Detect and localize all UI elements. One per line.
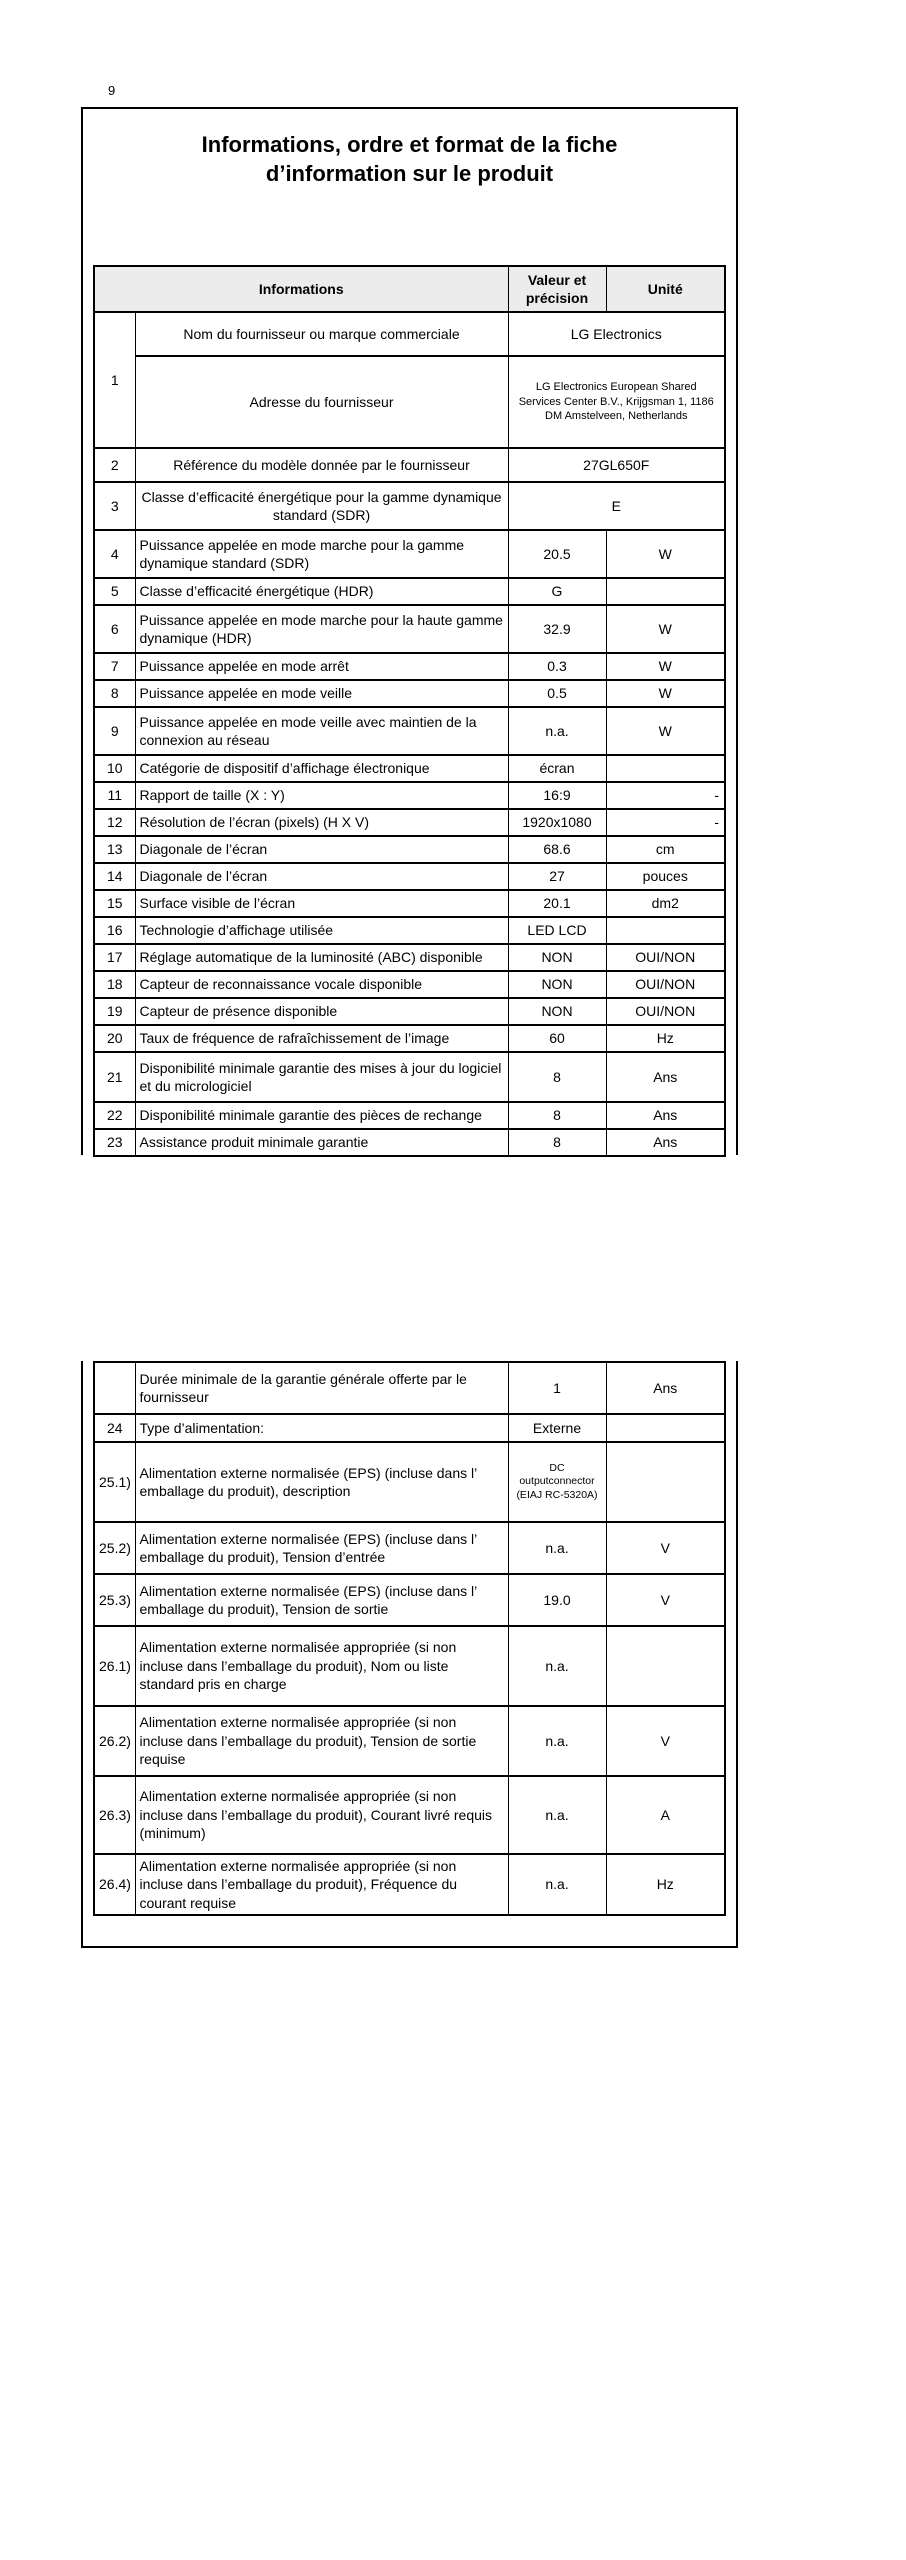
- row-label-cell: Capteur de reconnaissance vocale disponible: [135, 971, 508, 998]
- table-row: [94, 605, 725, 653]
- row-value-cell: G: [508, 578, 606, 605]
- row-number-cell: 2: [94, 448, 135, 482]
- row-number-cell: 21: [94, 1052, 135, 1102]
- row-value-cell: 8: [508, 1129, 606, 1156]
- product-info-table-continued: [93, 1361, 726, 1916]
- row-unit-cell: [606, 917, 725, 944]
- row-value-cell: NON: [508, 971, 606, 998]
- row-label-cell: Puissance appelée en mode arrêt: [135, 653, 508, 680]
- row-number-cell: 15: [94, 890, 135, 917]
- row-number-cell: 13: [94, 836, 135, 863]
- row-unit-cell: Hz: [606, 1854, 725, 1915]
- row-number-cell: 14: [94, 863, 135, 890]
- row-number-cell: [94, 1362, 135, 1414]
- row-label-cell: Capteur de présence disponible: [135, 998, 508, 1025]
- table-row: [94, 998, 725, 1025]
- table-row: [94, 809, 725, 836]
- row-label-cell: Taux de fréquence de rafraîchissement de l’image: [135, 1025, 508, 1052]
- table-row: [94, 782, 725, 809]
- row-unit-cell: cm: [606, 836, 725, 863]
- row-label-cell: Référence du modèle donnée par le fournisseur: [135, 448, 508, 482]
- row-value-cell: n.a.: [508, 1854, 606, 1915]
- row-label-cell: Classe d’efficacité énergétique (HDR): [135, 578, 508, 605]
- row-label-cell: Assistance produit minimale garantie: [135, 1129, 508, 1156]
- table-row: [94, 1442, 725, 1522]
- row-number-cell: 11: [94, 782, 135, 809]
- row-number-cell: 17: [94, 944, 135, 971]
- table-row: [94, 944, 725, 971]
- row-label-cell: Technologie d’affichage utilisée: [135, 917, 508, 944]
- row-number-cell: 20: [94, 1025, 135, 1052]
- row-unit-cell: V: [606, 1706, 725, 1776]
- row-unit-cell: [606, 1442, 725, 1522]
- row-unit-cell: V: [606, 1522, 725, 1574]
- row-number-cell: 12: [94, 809, 135, 836]
- row-value-cell: LED LCD: [508, 917, 606, 944]
- row-number-cell: 1: [94, 312, 135, 448]
- row-label-cell: Alimentation externe normalisée appropriée (si non incluse dans l’emballage du produit), Fréquence du courant requise: [135, 1854, 508, 1915]
- row-value-cell: 1920x1080: [508, 809, 606, 836]
- row-number-cell: 26.1): [94, 1626, 135, 1706]
- row-unit-cell: Ans: [606, 1362, 725, 1414]
- row-number-cell: 8: [94, 680, 135, 707]
- row-unit-cell: A: [606, 1776, 725, 1854]
- row-unit-cell: W: [606, 680, 725, 707]
- row-value-cell: 0.3: [508, 653, 606, 680]
- header-valeur-precision: Valeur et précision: [508, 266, 606, 312]
- table-row: [94, 1102, 725, 1129]
- row-value-cell: 0.5: [508, 680, 606, 707]
- row-number-cell: 16: [94, 917, 135, 944]
- row-value-cell: 20.1: [508, 890, 606, 917]
- row-unit-cell: [606, 1626, 725, 1706]
- row-value-cell: 27GL650F: [508, 448, 725, 482]
- row-value-cell: 20.5: [508, 530, 606, 578]
- row-value-cell: 19.0: [508, 1574, 606, 1626]
- row-unit-cell: -: [606, 782, 725, 809]
- row-unit-cell: W: [606, 605, 725, 653]
- row-value-cell: E: [508, 482, 725, 530]
- row-label-cell: Puissance appelée en mode marche pour la haute gamme dynamique (HDR): [135, 605, 508, 653]
- row-unit-cell: [606, 755, 725, 782]
- table-row: [94, 863, 725, 890]
- product-info-table: [93, 265, 726, 1157]
- table-row: [94, 530, 725, 578]
- table-row: [94, 1129, 725, 1156]
- table-row: [94, 917, 725, 944]
- row-number-cell: 25.2): [94, 1522, 135, 1574]
- row-number-cell: 10: [94, 755, 135, 782]
- title-line-1: Informations, ordre et format de la fiche: [201, 132, 618, 157]
- row-label-cell: Adresse du fournisseur: [135, 356, 508, 448]
- row-value-cell: NON: [508, 944, 606, 971]
- table-row: [94, 1052, 725, 1102]
- row-label-cell: Diagonale de l’écran: [135, 863, 508, 890]
- row-value-cell: écran: [508, 755, 606, 782]
- row-label-cell: Résolution de l’écran (pixels) (H X V): [135, 809, 508, 836]
- table-row: [94, 680, 725, 707]
- table-row: [94, 1522, 725, 1574]
- row-value-cell: 1: [508, 1362, 606, 1414]
- table-row: [94, 1854, 725, 1915]
- table-row: [94, 707, 725, 755]
- row-unit-cell: OUI/NON: [606, 998, 725, 1025]
- table-row: [94, 1574, 725, 1626]
- row-value-cell: Externe: [508, 1414, 606, 1442]
- row-label-cell: Puissance appelée en mode veille avec maintien de la connexion au réseau: [135, 707, 508, 755]
- row-unit-cell: Ans: [606, 1052, 725, 1102]
- page-block-bottom: [81, 1361, 738, 1948]
- row-number-cell: 3: [94, 482, 135, 530]
- row-value-cell: 68.6: [508, 836, 606, 863]
- table-row: [94, 971, 725, 998]
- table-row: [94, 1776, 725, 1854]
- table-row: [94, 356, 725, 448]
- row-unit-cell: [606, 1414, 725, 1442]
- row-number-cell: 25.1): [94, 1442, 135, 1522]
- row-unit-cell: W: [606, 653, 725, 680]
- row-label-cell: Catégorie de dispositif d’affichage électronique: [135, 755, 508, 782]
- table-row: [94, 1025, 725, 1052]
- table-row: [94, 1706, 725, 1776]
- row-unit-cell: -: [606, 809, 725, 836]
- table-row: [94, 1626, 725, 1706]
- row-label-cell: Alimentation externe normalisée appropriée (si non incluse dans l’emballage du produit), Nom ou liste standard pris en charge: [135, 1626, 508, 1706]
- row-label-cell: Disponibilité minimale garantie des mises à jour du logiciel et du micrologiciel: [135, 1052, 508, 1102]
- row-value-cell: 8: [508, 1052, 606, 1102]
- row-unit-cell: Ans: [606, 1129, 725, 1156]
- row-label-cell: Puissance appelée en mode veille: [135, 680, 508, 707]
- row-value-cell: NON: [508, 998, 606, 1025]
- row-value-cell: n.a.: [508, 707, 606, 755]
- row-label-cell: Surface visible de l’écran: [135, 890, 508, 917]
- row-number-cell: 9: [94, 707, 135, 755]
- header-informations: Informations: [94, 266, 508, 312]
- row-unit-cell: dm2: [606, 890, 725, 917]
- row-label-cell: Alimentation externe normalisée (EPS) (incluse dans l’ emballage du produit), description: [135, 1442, 508, 1522]
- row-label-cell: Diagonale de l’écran: [135, 836, 508, 863]
- row-number-cell: 22: [94, 1102, 135, 1129]
- row-label-cell: Rapport de taille (X : Y): [135, 782, 508, 809]
- row-value-cell: n.a.: [508, 1706, 606, 1776]
- row-label-cell: Alimentation externe normalisée (EPS) (incluse dans l’ emballage du produit), Tension d’entrée: [135, 1522, 508, 1574]
- table-row: [94, 578, 725, 605]
- document-title: [83, 130, 736, 188]
- row-number-cell: 7: [94, 653, 135, 680]
- row-label-cell: Puissance appelée en mode marche pour la gamme dynamique standard (SDR): [135, 530, 508, 578]
- row-unit-cell: Ans: [606, 1102, 725, 1129]
- table-row: [94, 1414, 725, 1442]
- row-value-cell: n.a.: [508, 1626, 606, 1706]
- table-row: [94, 755, 725, 782]
- row-value-cell: 16:9: [508, 782, 606, 809]
- table-header-row: [94, 266, 725, 312]
- title-line-2: d’information sur le produit: [265, 161, 554, 186]
- row-value-cell: 8: [508, 1102, 606, 1129]
- page-block-top: [81, 107, 738, 1155]
- row-label-cell: Classe d’efficacité énergétique pour la gamme dynamique standard (SDR): [135, 482, 508, 530]
- table-row: [94, 653, 725, 680]
- table-row: [94, 448, 725, 482]
- row-unit-cell: W: [606, 530, 725, 578]
- row-number-cell: 18: [94, 971, 135, 998]
- row-number-cell: 26.2): [94, 1706, 135, 1776]
- row-unit-cell: OUI/NON: [606, 944, 725, 971]
- table-row: [94, 1362, 725, 1414]
- row-value-cell: n.a.: [508, 1776, 606, 1854]
- row-unit-cell: OUI/NON: [606, 971, 725, 998]
- row-value-cell: n.a.: [508, 1522, 606, 1574]
- row-number-cell: 4: [94, 530, 135, 578]
- row-value-cell: DC outputconnector (EIAJ RC-5320A): [508, 1442, 606, 1522]
- row-label-cell: Type d’alimentation:: [135, 1414, 508, 1442]
- row-number-cell: 23: [94, 1129, 135, 1156]
- table-row: [94, 482, 725, 530]
- row-number-cell: 5: [94, 578, 135, 605]
- page-number: 9: [108, 83, 116, 98]
- row-number-cell: 6: [94, 605, 135, 653]
- header-unite: Unité: [606, 266, 725, 312]
- row-label-cell: Alimentation externe normalisée appropriée (si non incluse dans l’emballage du produit), Tension de sortie requise: [135, 1706, 508, 1776]
- table-row: [94, 890, 725, 917]
- row-label-cell: Alimentation externe normalisée appropriée (si non incluse dans l’emballage du produit), Courant livré requis (minimum): [135, 1776, 508, 1854]
- row-unit-cell: W: [606, 707, 725, 755]
- row-unit-cell: [606, 578, 725, 605]
- row-value-cell: 32.9: [508, 605, 606, 653]
- row-value-cell: 27: [508, 863, 606, 890]
- row-value-cell: LG Electronics European Shared Services Center B.V., Krijgsman 1, 1186 DM Amstelveen, Netherlands: [508, 356, 725, 448]
- row-number-cell: 26.3): [94, 1776, 135, 1854]
- row-number-cell: 24: [94, 1414, 135, 1442]
- row-unit-cell: V: [606, 1574, 725, 1626]
- row-label-cell: Durée minimale de la garantie générale offerte par le fournisseur: [135, 1362, 508, 1414]
- row-label-cell: Réglage automatique de la luminosité (ABC) disponible: [135, 944, 508, 971]
- row-value-cell: LG Electronics: [508, 312, 725, 356]
- row-number-cell: 19: [94, 998, 135, 1025]
- row-label-cell: Disponibilité minimale garantie des pièces de rechange: [135, 1102, 508, 1129]
- table-row: [94, 836, 725, 863]
- row-label-cell: Nom du fournisseur ou marque commerciale: [135, 312, 508, 356]
- row-label-cell: Alimentation externe normalisée (EPS) (incluse dans l’ emballage du produit), Tension de sortie: [135, 1574, 508, 1626]
- row-number-cell: 25.3): [94, 1574, 135, 1626]
- row-value-cell: 60: [508, 1025, 606, 1052]
- row-unit-cell: Hz: [606, 1025, 725, 1052]
- table-row: [94, 312, 725, 356]
- row-unit-cell: pouces: [606, 863, 725, 890]
- row-number-cell: 26.4): [94, 1854, 135, 1915]
